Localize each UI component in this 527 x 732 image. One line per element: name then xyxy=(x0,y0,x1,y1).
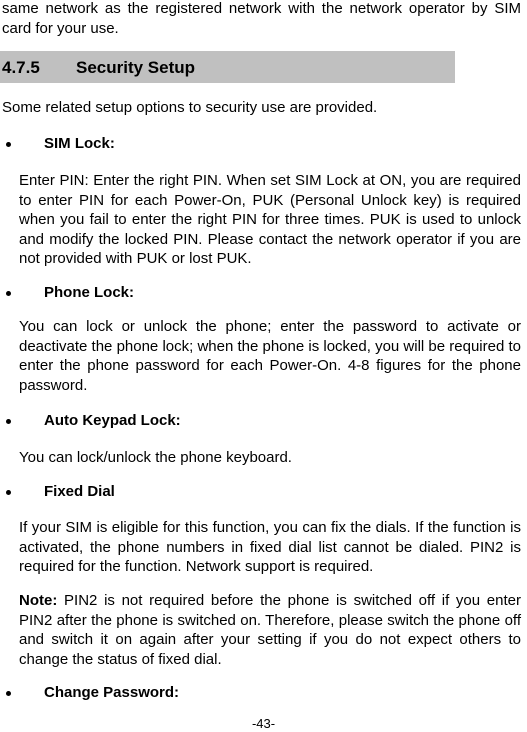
item-title-auto-keypad-lock: Auto Keypad Lock: xyxy=(44,412,181,429)
item-body-sim-lock: Enter PIN: Enter the right PIN. When set SIM Lock at ON, you are required to enter PIN for each Power-On, PUK (Personal Unlock key) is required when you fail to enter the right PIN for three times. PUK is used to unlock and modify the locked PIN. Please contact the network operator if you are not provided with PUK or lost PUK. xyxy=(19,172,521,267)
item-body-fixed-dial: If your SIM is eligible for this function, you can fix the dials. If the function is activated, the phone numbers in fixed dial list cannot be dialed. PIN2 is required for the function. Network support is required. xyxy=(19,519,521,575)
note-paragraph xyxy=(19,591,521,669)
item-title-phone-lock: Phone Lock: xyxy=(44,284,135,301)
continuation-paragraph: same network as the registered network with the network operator by SIM card for your use. xyxy=(2,0,521,37)
section-heading-bar xyxy=(0,51,455,83)
item-body-auto-keypad-lock: You can lock/unlock the phone keyboard. xyxy=(19,449,292,466)
item-body-phone-lock: You can lock or unlock the phone; enter the password to activate or deactivate the phone lock; when the phone is locked, you will be required to enter the phone password for each Power-On. 4-8 figures for the phone password. xyxy=(19,318,521,394)
section-title: Security Setup xyxy=(76,58,196,77)
bullet-icon xyxy=(6,142,11,147)
item-title-change-password: Change Password: xyxy=(44,684,180,701)
bullet-icon xyxy=(6,490,11,495)
page-number: -43- xyxy=(251,716,276,731)
note-text: PIN2 is not required before the phone is switched off if you enter PIN2 after the phone is switched on. Therefore, please switch the phone off and switch it on again after your setting if you do not expect others to change the status of fixed dial. xyxy=(19,592,521,668)
item-title-sim-lock: SIM Lock: xyxy=(44,135,115,152)
item-title-fixed-dial: Fixed Dial xyxy=(44,483,115,500)
section-number: 4.7.5 xyxy=(2,58,40,77)
bullet-icon xyxy=(6,291,11,296)
bullet-icon xyxy=(6,419,11,424)
note-label: Note: xyxy=(19,592,58,609)
bullet-icon xyxy=(6,691,11,696)
intro-paragraph: Some related setup options to security use are provided. xyxy=(2,99,378,116)
